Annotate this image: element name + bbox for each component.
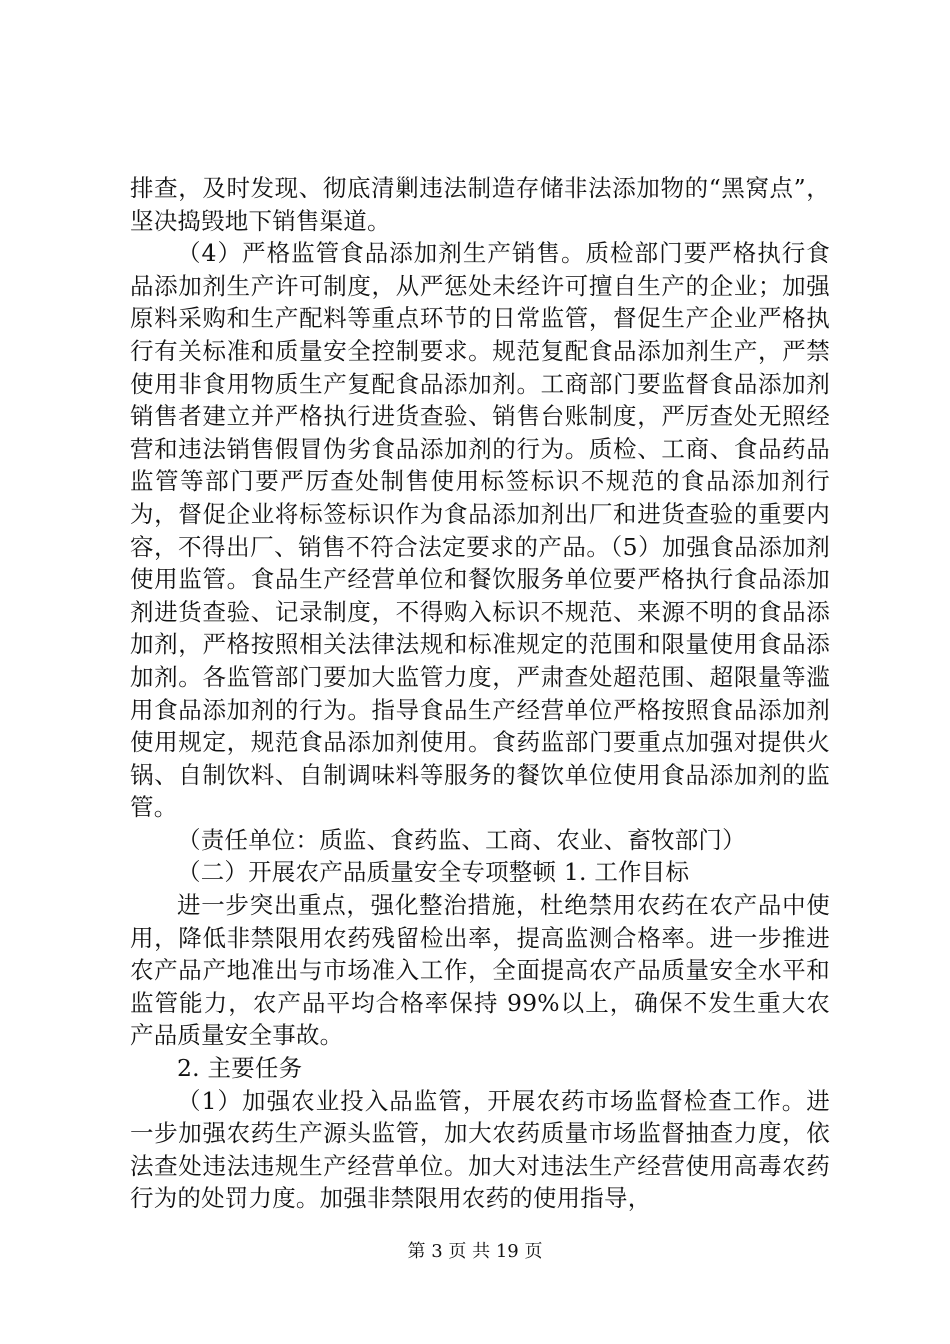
paragraph-3: （责任单位：质监、食药监、工商、农业、畜牧部门） — [177, 825, 746, 854]
paragraph-6: 2. 主要任务 — [177, 1054, 303, 1083]
paragraph-5: 进一步突出重点，强化整治措施，杜绝禁用农药在农产品中使用，降低非禁限用农药残留检出率，提高监测合格率。进一步推进农产品产地准出与市场准入工作，全面提高农产品质量安全水平和监管能力，农产品平均合格率保持 99%以上，确保不发生重大农产品质量安全事故。 — [130, 891, 830, 1050]
paragraph-4: （二）开展农产品质量安全专项整顿 1. 工作目标 — [177, 858, 690, 887]
page-footer: 第 3 页 共 19 页 — [407, 1241, 543, 1262]
document-body — [130, 172, 830, 1215]
paragraph-7: （1）加强农业投入品监管，开展农药市场监督检查工作。进一步加强农药生产源头监管，加大农药质量市场监督抽查力度，依法查处违法违规生产经营单位。加大对违法生产经营使用高毒农药行为的处罚力度。加强非禁限用农药的使用指导， — [130, 1086, 830, 1213]
paragraph-2: （4）严格监管食品添加剂生产销售。质检部门要严格执行食品添加剂生产许可制度，从严惩处未经许可擅自生产的企业；加强原料采购和生产配料等重点环节的日常监管，督促生产企业严格执行有关标准和质量安全控制要求。规范复配食品添加剂生产，严禁使用非食用物质生产复配食品添加剂。工商部门要监督食品添加剂销售者建立并严格执行进货查验、销售台账制度，严厉查处无照经营和违法销售假冒伪劣食品添加剂的行为。质检、工商、食品药品监管等部门要严厉查处制售使用标签标识不规范的食品添加剂行为，督促企业将标签标识作为食品添加剂出厂和进货查验的重要内容，不得出厂、销售不符合法定要求的产品。（5）加强食品添加剂使用监管。食品生产经营单位和餐饮服务单位要严格执行食品添加剂进货查验、记录制度，不得购入标识不规范、来源不明的食品添加剂，严格按照相关法律法规和标准规定的范围和限量使用食品添加剂。各监管部门要加大监管力度，严肃查处超范围、超限量等滥用食品添加剂的行为。指导食品生产经营单位严格按照食品添加剂使用规定，规范食品添加剂使用。食药监部门要重点加强对提供火锅、自制饮料、自制调味料等服务的餐饮单位使用食品添加剂的监管。 — [130, 239, 830, 822]
paragraph-1: 排查，及时发现、彻底清剿违法制造存储非法添加物的“黑窝点”，坚决捣毁地下销售渠道。 — [130, 174, 830, 235]
